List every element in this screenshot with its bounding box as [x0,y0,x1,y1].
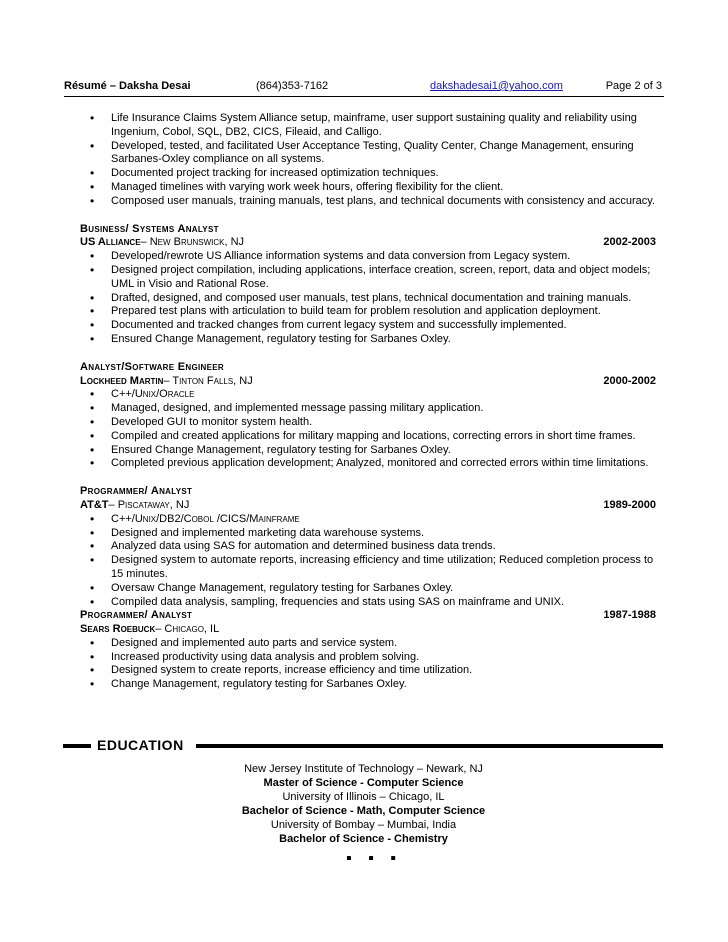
degree: Bachelor of Science - Math, Computer Science [241,805,486,817]
list-item: • Designed system to create reports, increase efficiency and time utilization. [80,664,658,678]
phone-number: (864)353-7162 [256,80,329,92]
job-bullet-list [80,637,658,692]
job-years: 1989-2000 [603,498,656,511]
job-title: Business/ Systems Analyst [80,222,219,235]
job-org-line [80,375,658,389]
resume-name: Résumé – Daksha Desai [64,80,191,92]
school-name: New Jersey Institute of Technology – Newark, NJ [244,763,483,775]
list-item: • C++/Unix/DB2/Cobol /CICS/Mainframe [80,513,658,527]
list-item: • Designed project compilation, including applications, interface creation, screen, report, data and object models; UML in Visio and Rational Rose. [80,264,658,292]
job-lockheed-martin [80,361,658,471]
list-item: • Developed/rewrote US Alliance information systems and data conversion from Legacy system. [80,250,658,264]
company-name: Sears Roebuck [80,623,156,636]
job-title: Programmer/ Analyst [80,609,193,622]
list-item: • Compiled and created applications for military mapping and locations, correcting errors in short time frames. [80,430,658,444]
list-item: • Managed timelines with varying work week hours, offering flexibility for the client. [80,181,658,195]
list-item: • Designed and implemented auto parts and service system. [80,637,658,651]
list-item: • Life Insurance Claims System Alliance setup, mainframe, user support sustaining quality and reliability using Ingenium, Cobol, SQL, DB2, CICS, Fileaid, and Calligo. [80,112,658,140]
list-item: • Completed previous application development; Analyzed, monitored and corrected errors within time limitations. [80,457,658,471]
school-name: University of Illinois – Chicago, IL [282,791,445,803]
job-title: Analyst/Software Engineer [80,360,224,373]
list-item: • Change Management, regulatory testing for Sarbanes Oxley. [80,678,658,692]
job-title-line [80,609,658,623]
job-us-alliance [80,223,658,347]
job-years: 2002-2003 [603,236,656,249]
job-location: – Tinton Falls, NJ [163,374,253,387]
degree: Master of Science - Computer Science [263,777,464,789]
list-item: • Oversaw Change Management, regulatory testing for Sarbanes Oxley. [80,582,658,596]
education-heading: EDUCATION [97,737,184,753]
job-years: 2000-2002 [603,374,656,387]
job-bullet-list [80,250,658,347]
list-item: • Increased productivity using data analysis and problem solving. [80,651,658,665]
list-item: • Composed user manuals, training manuals, test plans, and technical documents with consistency and accuracy. [80,195,658,209]
job-years: 1987-1988 [603,609,656,622]
job-sears-roebuck [80,609,658,692]
email-link[interactable]: dakshadesai1@yahoo.com [430,80,563,92]
job-org-line [80,499,658,513]
list-item: • Compiled data analysis, sampling, frequencies and stats using SAS on mainframe and UNIX. [80,596,658,610]
list-item: • C++/Unix/Oracle [80,388,658,402]
job-att [80,485,658,609]
job-location: – New Brunswick, NJ [140,236,245,249]
intro-bullet-list [80,112,658,209]
job-org-line [80,236,658,250]
list-item: • Drafted, designed, and composed user manuals, test plans, technical documentation and training manuals. [80,292,658,306]
list-item: • Documented and tracked changes from current legacy system and successfully implemented. [80,319,658,333]
degree: Bachelor of Science - Chemistry [279,833,448,845]
job-location: – Piscataway, NJ [108,498,190,511]
list-item: • Ensured Change Management, regulatory testing for Sarbanes Oxley. [80,444,658,458]
education-list [196,762,531,846]
job-org-line [80,623,658,637]
school-name: University of Bombay – Mumbai, India [270,819,457,831]
heading-rule-left [63,744,91,748]
page-header [64,79,664,97]
company-name: Lockheed Martin [80,374,164,387]
company-name: US Alliance [80,236,141,249]
heading-rule-right [196,744,663,748]
list-item: • Developed, tested, and facilitated User Acceptance Testing, Quality Center, Change Management, ensuring Sarbanes-Oxley compliance on all systems. [80,140,658,168]
job-location: – Chicago, IL [155,623,220,636]
list-item: • Developed GUI to monitor system health. [80,416,658,430]
list-item: • Documented project tracking for increased optimization techniques. [80,167,658,181]
list-item: • Ensured Change Management, regulatory testing for Sarbanes Oxley. [80,333,658,347]
job-bullet-list [80,388,658,471]
experience-content [80,112,658,692]
list-item: • Prepared test plans with articulation to build team for problem resolution and application deployment. [80,305,658,319]
page-number: Page 2 of 3 [605,80,662,92]
continuation-marker: ▪ ▪ ▪ [346,850,402,867]
job-title: Programmer/ Analyst [80,485,193,498]
list-item: • Managed, designed, and implemented message passing military application. [80,402,658,416]
list-item: • Designed and implemented marketing data warehouse systems. [80,527,658,541]
education-heading-bar [63,737,663,755]
list-item: • Analyzed data using SAS for automation and determined business data trends. [80,540,658,554]
company-name: AT&T [80,498,109,511]
job-bullet-list [80,513,658,610]
list-item: • Designed system to automate reports, increasing efficiency and time utilization; Reduced completion process to 15 minutes. [80,554,658,582]
